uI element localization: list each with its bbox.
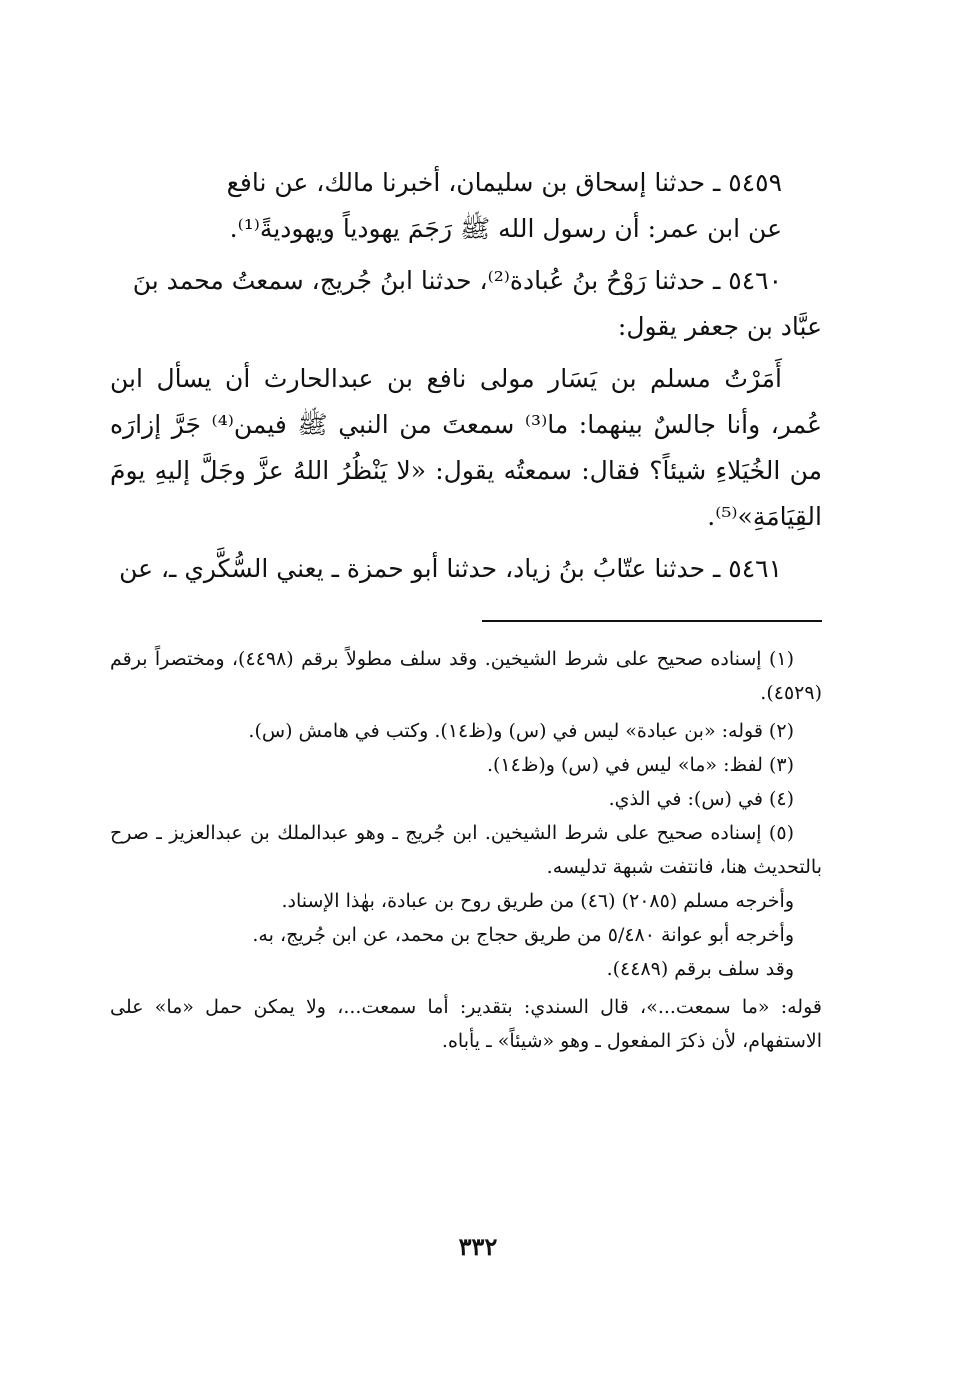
hadith-5461-line-1: ٥٤٦١ ـ حدثنا عتّابُ بنُ زياد، حدثنا أبو حمزة ـ يعني السُّكَّري ـ، عن: [119, 554, 782, 583]
footnote-5-previous: وقد سلف برقم (٤٤٨٩).: [606, 958, 794, 980]
hadith-5459-line-1: ٥٤٥٩ ـ حدثنا إسحاق بن سليمان، أخبرنا مالك، عن نافع: [226, 168, 782, 197]
footnote-1: (١) إسناده صحيح على شرط الشيخين. وقد سلف مطولاً برقم (٤٤٩٨)، ومختصراً برقم (٤٥٢٩).: [110, 648, 822, 704]
footnote-2: (٢) قوله: «بن عبادة» ليس في (س) و(ظ١٤). وكتب في هامش (س).: [248, 720, 794, 742]
hadith-5460-matn: أَمَرْتُ مسلم بن يَسَار مولى نافع بن عبدالحارث أن يسأل ابن عُمر، وأنا جالسٌ بينهما: ما⁽³⁾ سمعتَ من النبي ﷺ فيمن⁽⁴⁾ جَرَّ إزارَه من الخُيَلاءِ شيئاً؟ فقال: سمعتُه يقول: «لا يَنْظُرُ اللهُ عزَّ وجَلَّ إليهِ يومَ القِيَامَةِ»⁽⁵⁾.: [110, 364, 822, 531]
footnote-separator-wrap: [465, 592, 822, 642]
hadith-5459-line-2: عن ابن عمر: أن رسول الله ﷺ رَجَمَ يهودياً ويهوديةً⁽¹⁾.: [229, 214, 782, 243]
page-number: ٣٣٢: [458, 1232, 498, 1261]
footnote-5-sindi: قوله: «ما سمعت...»، قال السندي: بتقدير: أما سمعت...، ولا يمكن حمل «ما» على الاستفهام، لأن ذكرَ المفعول ـ وهو «شيئاً» ـ يأباه.: [110, 996, 822, 1052]
footnote-4: (٤) في (س): في الذي.: [608, 788, 794, 810]
footnote-separator: [482, 620, 822, 622]
page-body: [110, 160, 822, 1058]
hadith-5460-isnad: ٥٤٦٠ ـ حدثنا رَوْحُ بنُ عُبادة⁽²⁾، حدثنا ابنُ جُريج، سمعتُ محمد بنَ: [132, 266, 782, 295]
footnote-5: (٥) إسناده صحيح على شرط الشيخين. ابن جُريج ـ وهو عبدالملك بن عبدالعزيز ـ صرح بالتحديث هنا، فانتفت شبهة تدليسه.: [110, 822, 822, 878]
footnote-3: (٣) لفظ: «ما» ليس في (س) و(ظ١٤).: [486, 754, 794, 776]
main-text: [110, 160, 822, 592]
footnote-5-abu-awana: وأخرجه أبو عوانة ٥/٤٨٠ من طريق حجاج بن محمد، عن ابن جُريج، به.: [252, 924, 794, 946]
footnotes: [110, 642, 822, 1058]
footnote-5-muslim: وأخرجه مسلم (٢٠٨٥) (٤٦) من طريق روح بن عبادة، بهٰذا الإسناد.: [281, 890, 794, 912]
hadith-5460-isnad-cont: عبَّاد بن جعفر يقول:: [617, 312, 822, 341]
